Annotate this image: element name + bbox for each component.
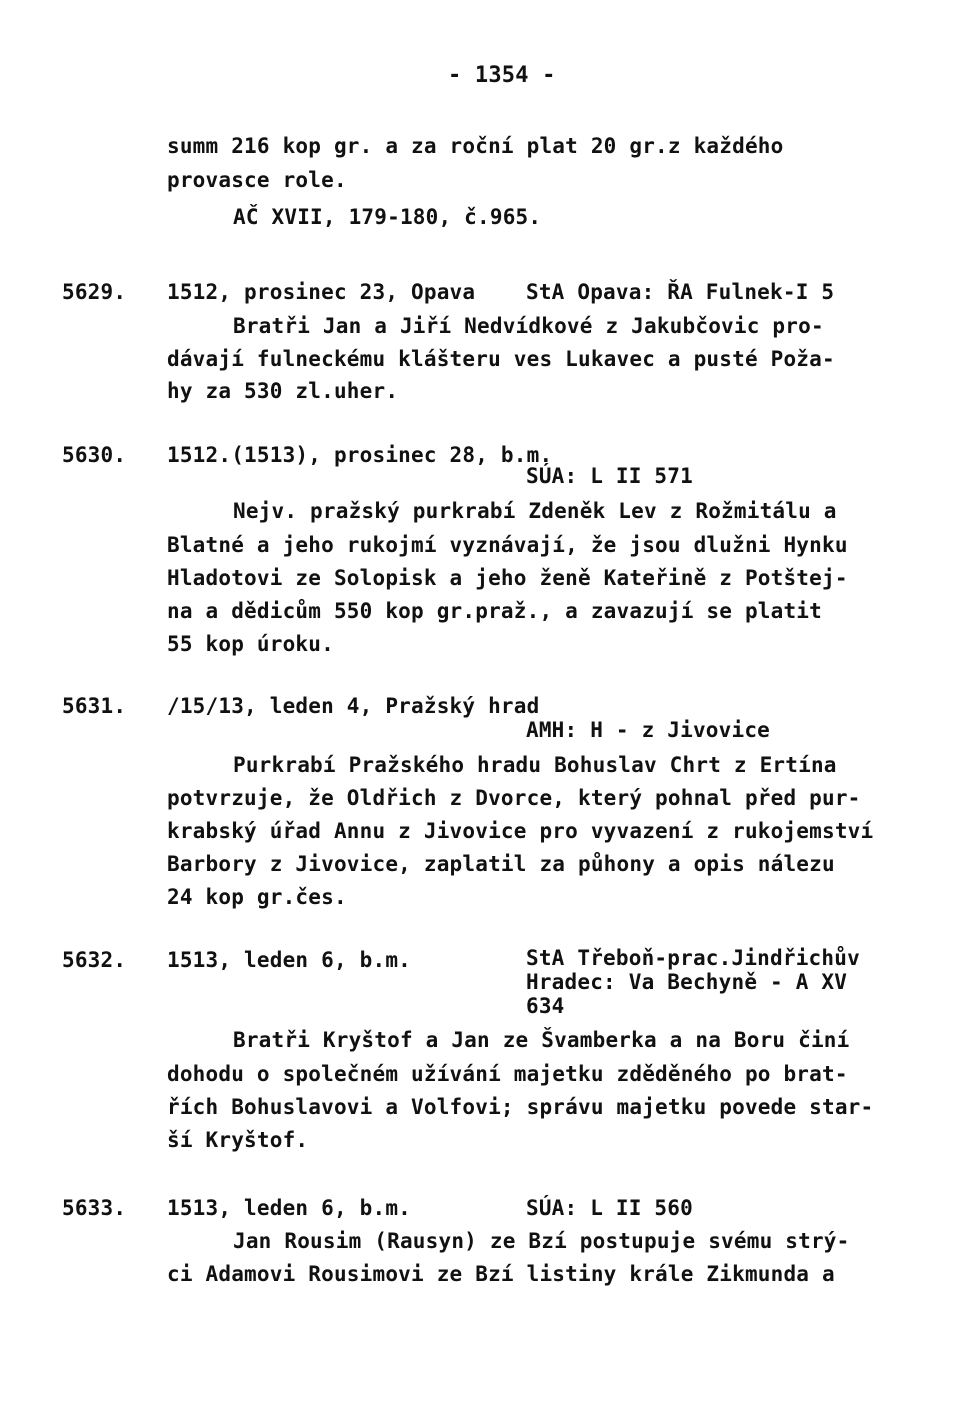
entry-archive: AMH: H - z Jivovice [526,718,771,742]
entry-date: 1513, leden 6, b.m. [167,948,412,972]
entry-body-line: řích Bohuslavovi a Volfovi; správu majetku povede star- [167,1095,874,1119]
entry-body-line: hy za 530 zl.uher. [167,379,399,403]
entry-body-line: Hladotovi ze Solopisk a jeho ženě Kateřině z Potštej- [167,566,848,590]
entry-date: 1512, prosinec 23, Opava [167,280,476,304]
entry-body-line: ší Kryštof. [167,1128,309,1152]
continuation-reference: AČ XVII, 179-180, č.965. [233,205,542,229]
continuation-line: summ 216 kop gr. a za roční plat 20 gr.z každého [167,134,784,158]
entry-body-line: Purkrabí Pražského hradu Bohuslav Chrt z Ertína [233,753,837,777]
entry-archive-line: StA Třeboň-prac.Jindřichův [526,946,860,970]
entry-archive: StA Opava: ŘA Fulnek-I 5 [526,280,835,304]
entry-archive: SÚA: L II 560 [526,1196,693,1220]
entry-archive: SÚA: L II 571 [526,464,693,488]
entry-archive-line: 634 [526,994,565,1018]
entry-body-line: Bratři Kryštof a Jan ze Švamberka a na Boru činí [233,1028,850,1052]
entry-body-line: krabský úřad Annu z Jivovice pro vyvazení z rukojemství [167,819,874,843]
entry-body-line: Blatné a jeho rukojmí vyznávají, že jsou dlužni Hynku [167,533,848,557]
entry-body-line: Nejv. pražský purkrabí Zdeněk Lev z Rožmitálu a [233,499,837,523]
entry-body-line: dohodu o společném užívání majetku zděděného po brat- [167,1062,848,1086]
continuation-line: provasce role. [167,168,347,192]
entry-number: 5630. [62,443,127,467]
entry-archive-line: Hradec: Va Bechyně - A XV [526,970,848,994]
entry-number: 5633. [62,1196,127,1220]
entry-body-line: ci Adamovi Rousimovi ze Bzí listiny krále Zikmunda a [167,1262,835,1286]
entry-number: 5632. [62,948,127,972]
entry-body-line: potvrzuje, že Oldřich z Dvorce, který pohnal před pur- [167,786,861,810]
entry-date: 1512.(1513), prosinec 28, b.m. [167,443,553,467]
entry-body-line: Jan Rousim (Rausyn) ze Bzí postupuje svému strý- [233,1229,850,1253]
entry-number: 5631. [62,694,127,718]
entry-number: 5629. [62,280,127,304]
entry-body-line: 55 kop úroku. [167,632,334,656]
entry-body-line: na a dědicům 550 kop gr.praž., a zavazují se platit [167,599,822,623]
entry-body-line: Bratři Jan a Jiří Nedvídkové z Jakubčovic pro- [233,314,824,338]
entry-body-line: dávají fulneckému klášteru ves Lukavec a pusté Poža- [167,347,835,371]
page-number: - 1354 - [448,63,556,88]
entry-body-line: 24 kop gr.čes. [167,885,347,909]
entry-date: /15/13, leden 4, Pražský hrad [167,694,540,718]
entry-body-line: Barbory z Jivovice, zaplatil za půhony a opis nálezu [167,852,835,876]
entry-date: 1513, leden 6, b.m. [167,1196,412,1220]
